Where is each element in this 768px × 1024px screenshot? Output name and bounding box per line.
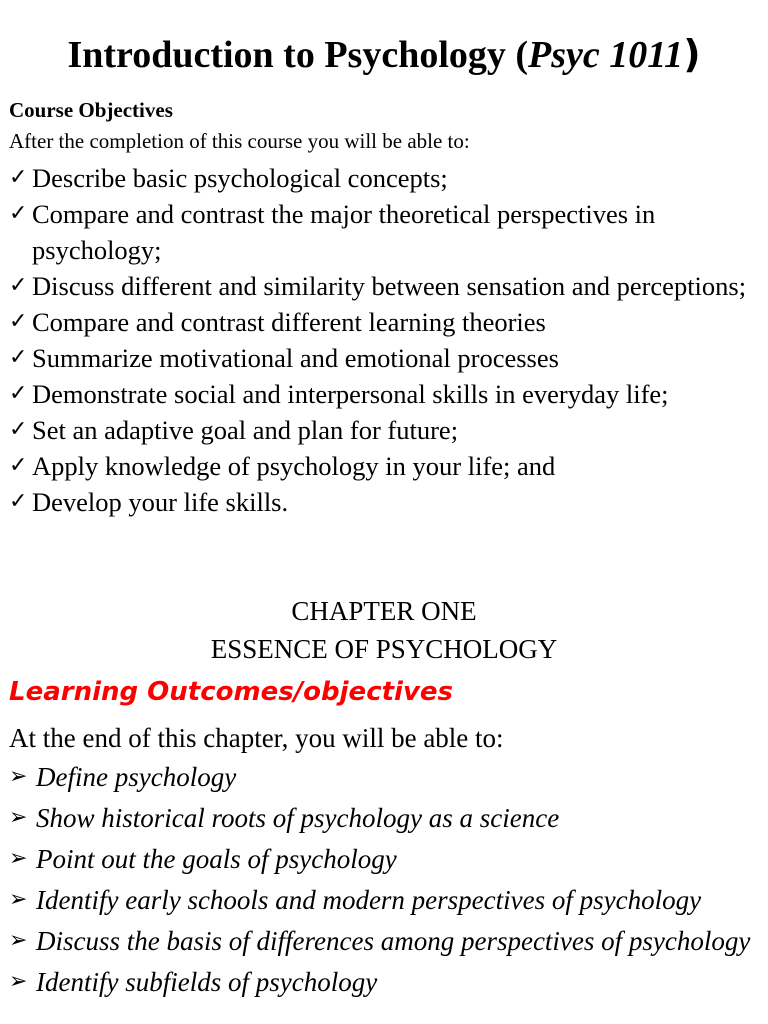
objective-item bbox=[9, 412, 768, 448]
outcome-text: Define psychology bbox=[36, 762, 237, 792]
chapter-heading bbox=[0, 592, 768, 668]
outcome-text: Point out the goals of psychology bbox=[36, 844, 397, 874]
objective-text: Describe basic psychological concepts; bbox=[32, 163, 448, 193]
chapter-number: CHAPTER ONE bbox=[291, 596, 477, 626]
course-objectives-heading: Course Objectives bbox=[9, 98, 173, 122]
objective-item bbox=[9, 448, 768, 484]
course-objectives-intro: After the completion of this course you will be able to: bbox=[9, 129, 470, 153]
learning-outcomes-intro: At the end of this chapter, you will be able to: bbox=[9, 723, 504, 753]
checkmark-icon: ✓ bbox=[9, 381, 28, 406]
checkmark-icon: ✓ bbox=[9, 453, 28, 478]
course-code: Psyc 1011 bbox=[528, 34, 684, 76]
chapter-name: ESSENCE OF PSYCHOLOGY bbox=[210, 634, 558, 664]
arrow-bullet-icon: ➢ bbox=[9, 887, 28, 912]
outcome-item bbox=[9, 760, 768, 794]
objective-text: Summarize motivational and emotional processes bbox=[32, 343, 559, 373]
checkmark-icon: ✓ bbox=[9, 417, 28, 442]
checkmark-icon: ✓ bbox=[9, 309, 28, 334]
arrow-bullet-icon: ➢ bbox=[9, 805, 28, 830]
objective-text: Develop your life skills. bbox=[32, 487, 289, 517]
arrow-bullet-icon: ➢ bbox=[9, 846, 28, 871]
outcome-text: Identify subfields of psychology bbox=[36, 967, 378, 997]
objective-item bbox=[9, 484, 768, 520]
outcome-item bbox=[9, 842, 768, 876]
arrow-bullet-icon: ➢ bbox=[9, 969, 28, 994]
outcome-item bbox=[9, 883, 768, 917]
objective-item bbox=[9, 304, 768, 340]
title-main: Introduction to Psychology ( bbox=[67, 34, 529, 76]
outcome-text: Discuss the basis of differences among perspectives of psychology bbox=[36, 926, 751, 956]
learning-outcomes-list bbox=[9, 760, 768, 1006]
objective-text: Demonstrate social and interpersonal skills in everyday life; bbox=[32, 379, 669, 409]
arrow-bullet-icon: ➢ bbox=[9, 764, 28, 789]
objective-text: Set an adaptive goal and plan for future; bbox=[32, 415, 459, 445]
objective-item bbox=[9, 160, 768, 196]
checkmark-icon: ✓ bbox=[9, 165, 28, 190]
objective-item bbox=[9, 196, 768, 268]
objective-text: Compare and contrast different learning theories bbox=[32, 307, 546, 337]
objective-item bbox=[9, 340, 768, 376]
checkmark-icon: ✓ bbox=[9, 273, 28, 298]
outcome-text: Show historical roots of psychology as a science bbox=[36, 803, 560, 833]
title-close-paren: ) bbox=[683, 32, 701, 76]
learning-outcomes-heading: Learning Outcomes/objectives bbox=[9, 677, 454, 707]
outcome-item bbox=[9, 924, 768, 958]
course-objectives-list bbox=[9, 160, 768, 520]
objective-text: Discuss different and similarity between sensation and perceptions; bbox=[32, 271, 747, 301]
document-title bbox=[0, 30, 768, 79]
checkmark-icon: ✓ bbox=[9, 345, 28, 370]
checkmark-icon: ✓ bbox=[9, 489, 28, 514]
outcome-item bbox=[9, 965, 768, 999]
arrow-bullet-icon: ➢ bbox=[9, 928, 28, 953]
checkmark-icon: ✓ bbox=[9, 201, 28, 226]
objective-text: Apply knowledge of psychology in your life; and bbox=[32, 451, 556, 481]
objective-text: Compare and contrast the major theoretical perspectives in psychology; bbox=[32, 199, 656, 265]
outcome-text: Identify early schools and modern perspectives of psychology bbox=[36, 885, 702, 915]
objective-item bbox=[9, 376, 768, 412]
objective-item bbox=[9, 268, 768, 304]
outcome-item bbox=[9, 801, 768, 835]
